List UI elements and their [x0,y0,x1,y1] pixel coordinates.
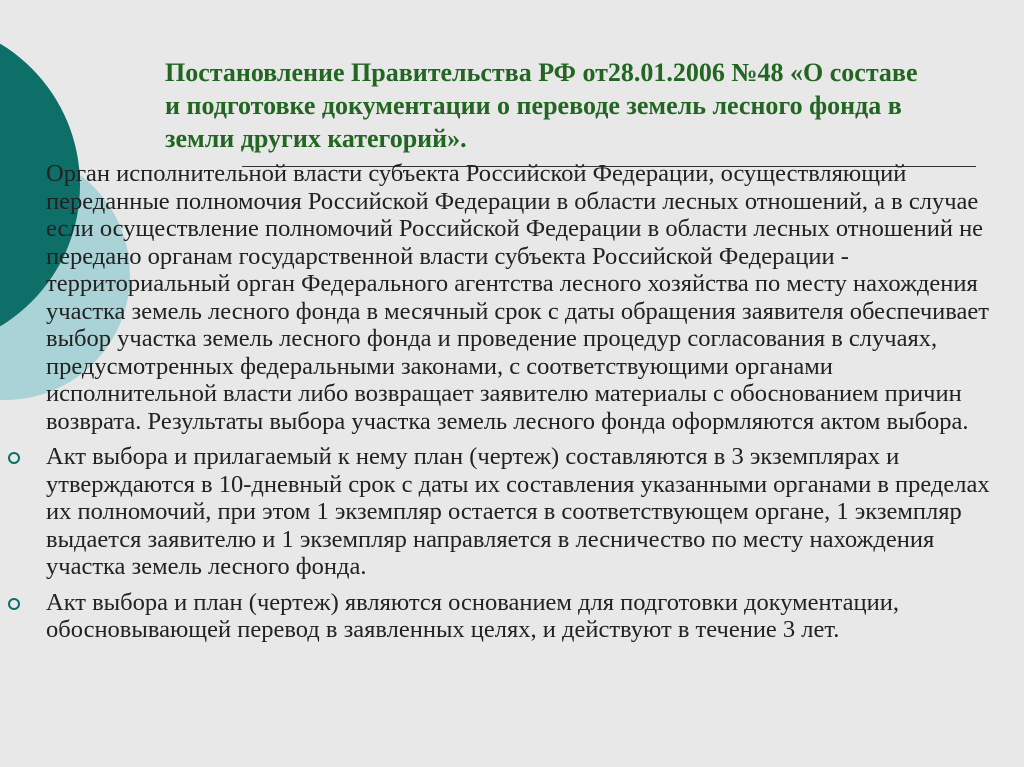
bullet-text: Акт выбора и прилагаемый к нему план (чертеж) составляются в 3 экземплярах и утверждаются в 10-дневный срок с даты их составления указанными органами в пределах их полномочий, при этом 1 экземпляр остается в соответствующем органе, 1 экземпляр выдается заявителю и 1 экземпляр направляется в лесничество по месту нахождения участка земель лесного фонда. [46,443,990,580]
slide-body [46,160,994,652]
bullet-text: Акт выбора и план (чертеж) являются основанием для подготовки документации, обосновывающей перевод в заявленных целях, и действуют в течение 3 лет. [46,588,900,643]
hollow-circle-bullet-icon [8,598,20,610]
bullet-item [46,443,994,581]
slide-title: Постановление Правительства РФ от28.01.2006 №48 «О составе и подготовке документации о переводе земель лесного фонда в земли других категорий». [165,58,918,153]
lead-paragraph: Орган исполнительной власти субъекта Российской Федерации, осуществляющий переданные полномочия Российской Федерации в области лесных отношений, а в случае если осуществление полномочий Российской Федерации в области лесных отношений не передано органам государственной власти субъекта Российской Федерации - территориальный орган Федерального агентства лесного хозяйства по месту нахождения участка земель лесного фонда в месячный срок с даты обращения заявителя обеспечивает выбор участка земель лесного фонда и проведение процедур согласования в случаях, предусмотренных федеральными законами, с соответствующими органами исполнительной власти либо возвращает заявителю материалы с обоснованием причин возврата. Результаты выбора участка земель лесного фонда оформляются актом выбора. [46,160,989,435]
bullet-item [46,589,994,644]
hollow-circle-bullet-icon [8,452,20,464]
